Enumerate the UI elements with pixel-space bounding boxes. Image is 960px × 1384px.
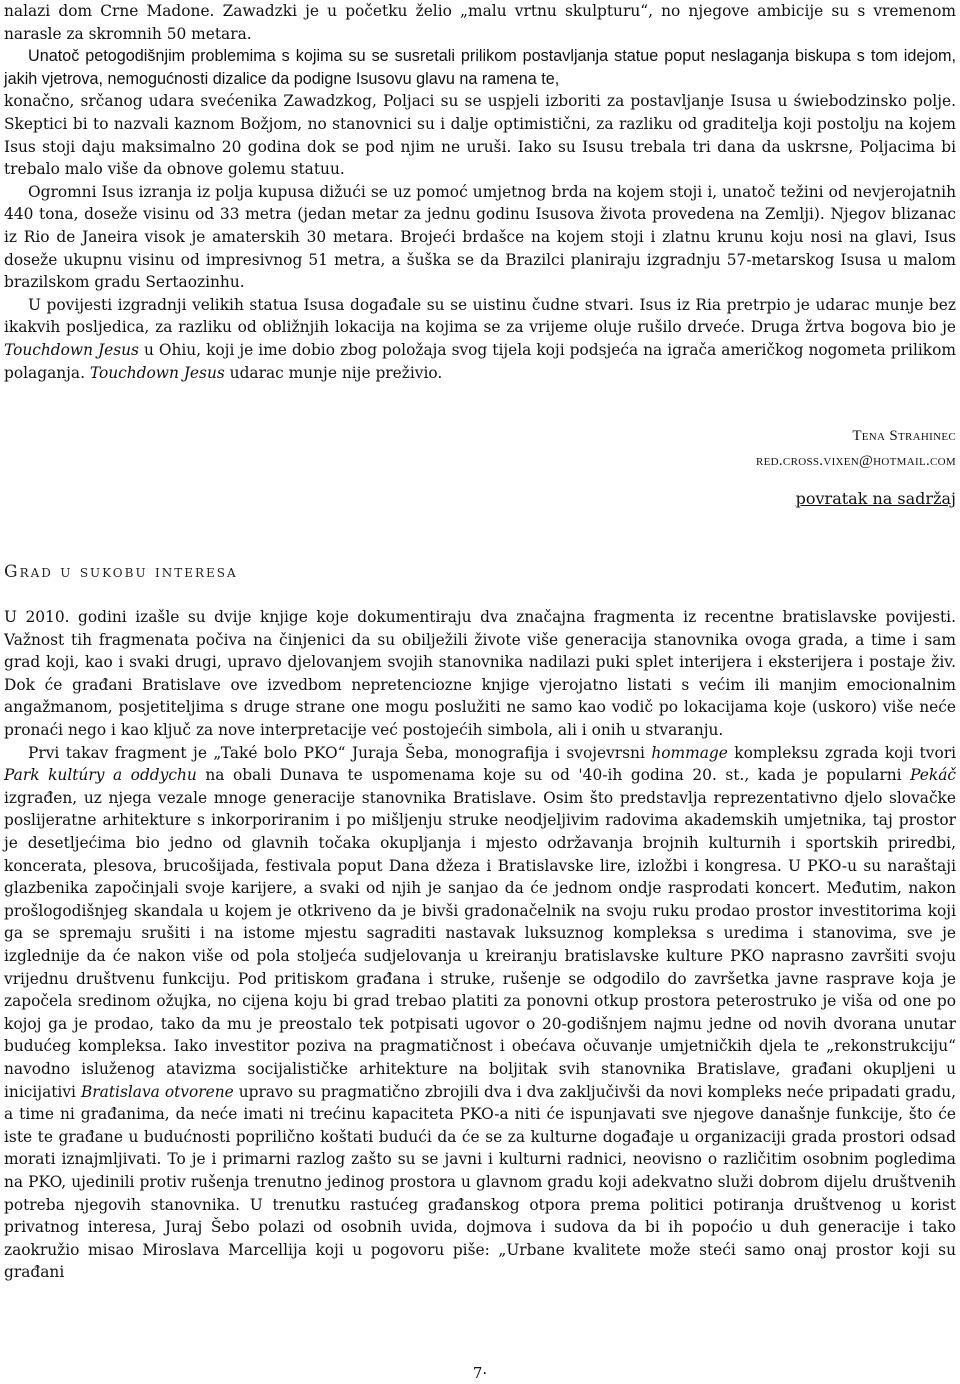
text-span: konačno, srčanog udara svećenika Zawadzkog, Poljaci su se uspjeli izboriti za postavljanje Isusa u świebodzinsko polje. — [4, 92, 956, 111]
paragraph-statue-height: Ogromni Isus izranja iz polja kupusa dižući se uz pomoć umjetnog brda na kojem stoji i, unatoč težini od nevjerojatnih 440 tona, doseže visinu od 33 metra (jedan metar za jednu godinu Isusova života provedena na Zemlji). Njegov blizanac iz Rio de Janeira visok je amaterskih 30 metara. Brojeći brdašce na kojem stoji i zlatnu krunu koju nosi na glavi, Isus doseže ukupnu visinu od impresivnog 51 metra, a šuška se da Brazilci planiraju izgradnju 57-metarskog Isusa u malom brazilskom gradu Sertaozinhu. — [4, 182, 956, 292]
paragraph-lightning — [4, 294, 956, 384]
emphasis-hommage: hommage — [651, 743, 728, 762]
emphasis-pekac: Pekáč — [910, 766, 956, 785]
back-to-contents-link[interactable]: povratak na sadržaj — [795, 489, 956, 509]
paragraph-pko — [4, 742, 956, 1284]
text-span: Prvi takav fragment je „Také bolo PKO“ Juraja Šeba, monografija i svojevrsni — [28, 743, 652, 762]
text-span: udarac munje nije preživio. — [224, 363, 443, 382]
emphasis-touchdown-jesus: Touchdown Jesus — [89, 363, 225, 382]
paragraph-statue-problems-continued — [4, 90, 956, 180]
text-span: upravo su pragmatično zbrojili dva i dva zaključivši da novi kompleks neće pripadati gradu, a time ni građanima, da neće imati ni trećinu kapaciteta PKO-a niti će ispunjavati sve njegove današnje funkcije, što će iste te građane u budućnosti poprilično koštati budući da će se za kulturne događaje u organizaciji grada prostori odsad morati iznajmljivati. To je i primarni razlog zašto su se javni i kulturni radnici, neovisno o različitim osobnim pogledima na PKO, ujedinili protiv rušenja trenutno jedinog prostora u glavnom gradu koji adekvatno služi dobrom dijelu društvenih potreba njegovih stanovnika. U trenutku rastućeg građanskog otpora prema politici potiranja društvenog u korist privatnog interesa, Juraj Šebo polazi od osobnih uvida, dojmova i sudova da bi ih popoćio u duh generacije i tako zaokružio misao Miroslava Marcellija koji u pogovoru piše: „Urbane kvalitete može steći samo onaj prostor koji su građani — [4, 1082, 957, 1282]
emphasis-touchdown-jesus: Touchdown Jesus — [4, 340, 139, 359]
text-span: na obali Dunava te uspomenama koje su od '40-ih godina 20. st., kada je popularni — [196, 766, 911, 785]
text-span: Skeptici bi to nazvali kaznom Božjom, no stanovnici su i dalje optimistični, za razliku od graditelja koji postolju na kojem Isus stoji daju maksimalno 20 godina dok se pod njim ne uruši. Iako su Isusu trebala tri dana da uskrsne, Poljacima bi trebalo malo više da obnove golemu statuu. — [4, 114, 956, 179]
paragraph-statue-problems: Unatoč petogodišnjim problemima s kojima su se susretali prilikom postavljanja statue poput neslaganja biskupa s tom idejom, jakih vjetrova, nemogućnosti dizalice da podigne Isusovu glavu na ramena te, — [4, 47, 956, 88]
emphasis-bratislava-otvorene: Bratislava otvorene — [81, 1082, 234, 1101]
text-span: u Ohiu, koji je ime dobio zbog položaja svog tijela koji podsjeća na igrača američkog nogometa prilikom polaganja. — [4, 340, 956, 382]
emphasis-park-kultury: Park kultúry a oddychu — [4, 766, 197, 785]
author-email: red.cross.vixen@hotmail.com — [755, 453, 956, 470]
author-name: Tena Strahinec — [852, 428, 956, 445]
text-span: kompleksu zgrada koji tvori — [727, 743, 956, 762]
document-page — [4, 0, 956, 1284]
paragraph-intro: nalazi dom Crne Madone. Zawadzki je u početku želio „malu vrtnu skulpturu“, no njegove ambicije su s vremenom narasle za skromnih 50 metara. — [4, 2, 956, 43]
page-number: 7· — [472, 1364, 488, 1382]
text-span: izgrađen, uz njega vezale mnoge generacije stanovnika Bratislave. Osim što predstavlja reprezentativno djelo slovačke poslijeratne arhitekture s inkorporiranim i po mišljenju struke neodjeljivim radovima akademskih umjetnika, taj prostor je desetljećima bio jedno od glavnih točaka okupljanja i mjesto održavanja brojnih kulturnih i sportskih priredbi, koncerata, plesova, brucošijada, festivala poput Dana džeza i Bratislavske lire, izložbi i kongresa. U PKO-u su naraštaji glazbenika započinjali svoje karijere, a svaki od njih je sanjao da će jednom ondje rasprodati koncert. Međutim, nakon prošlogodišnjeg skandala u kojem je otkriveno da je bivši gradonačelnik na svoju ruku prodao prostor investitorima koji ga se spremaju srušiti i na istome mjestu sagraditi nastavak luksuznog kompleksa s uredima i stanovima, sve je izglednije da će nakon više od pola stoljeća sudjelovanja u kreiranju bratislavske kulture PKO naprasno završiti svoju vrijednu društvenu funkciju. Pod pritiskom građana i struke, rušenje se odgodilo do završetka javne rasprave koja je započela sredinom ožujka, no cijena koju bi grad trebao platiti za ponovni otkup prostora peterostruko je viša od one po kojoj ga je prodao, tako da mu je preostalo tek potpisati ugovor o 20-godišnjem najmu jedne od novih dvorana unutar budućeg kompleksa. Iako investitor poziva na pragmatičnost i obećava očuvanje umjetničkih djela te „rekonstrukciju“ navodno isluženog atavizma socijalističke arhitekture na boljitak svih stanovnika Bratislave, građani okupljeni u inicijativi — [4, 788, 956, 1101]
back-to-contents-link-wrap — [4, 489, 956, 508]
section-title: Grad u sukobu interesa — [4, 562, 238, 583]
text-span: U povijesti izgradnji velikih statua Isusa događale su se uistinu čudne stvari. Isus iz Ria pretrpio je udarac munje bez ikakvih posljedica, za razliku od obližnjih lokacija na kojima se za vrijeme oluje rušilo drveće. Druga žrtva bogova bio je — [4, 295, 956, 337]
paragraph-books-intro: U 2010. godini izašle su dvije knjige koje dokumentiraju dva značajna fragmenta iz recentne bratislavske povijesti. Važnost tih fragmenata počiva na činjenici da su obilježili živote više generacija stanovnika ovoga grada, a time i sam grad koji, kao i svaki drugi, upravo djelovanjem svojih stanovnika nadilazi puki splet interijera i eksterijera i postaje živ. Dok će građani Bratislave ove izvedbom nepretenciozne knjige vjerojatno listati s većim ili manjim emocionalnim angažmanom, posjetiteljima s druge strane one mogu poslužiti ne samo kao vodič po lokacijama koje (uskoro) više neće pronaći nego i kao ključ za nove interpretacije već postojećih simbola, ali i onih u stvaranju. — [4, 608, 956, 740]
page-number-value: 7 — [472, 1364, 483, 1382]
